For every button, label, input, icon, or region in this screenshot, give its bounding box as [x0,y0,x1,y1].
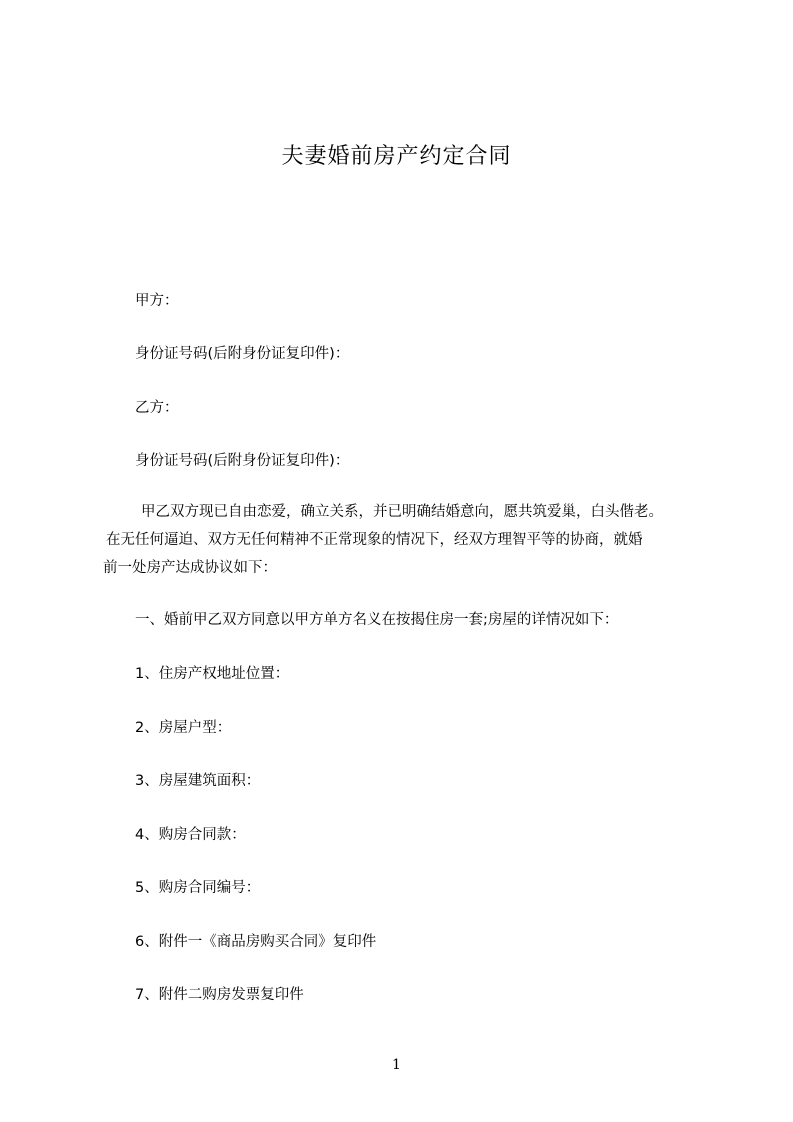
list-item: 6、附件一《商品房购买合同》复印件 [135,934,377,950]
list-item: 5、购房合同编号： [135,880,261,896]
intro-line: 在无任何逼迫、双方无任何精神不正常现象的情况下，经双方理智平等的协商，就婚 [106,532,643,548]
intro-line: 甲乙双方现已自由恋爱，确立关系，并已明确结婚意向，愿共筑爱巢，白头偕老。 [141,504,663,520]
page-number: 1 [392,1057,401,1073]
intro-paragraph [103,501,723,585]
party-a-label: 甲方： [135,293,179,309]
intro-line: 前一处房产达成协议如下： [103,560,277,576]
party-b-id-label: 身份证号码(后附身份证复印件)： [135,453,350,469]
document-title: 夫妻婚前房产约定合同 [281,144,512,169]
list-item: 3、房屋建筑面积： [135,773,261,789]
list-item: 1、住房产权地址位置： [135,666,290,682]
party-a-id-label: 身份证号码(后附身份证复印件)： [135,346,350,362]
list-item: 2、房屋户型： [135,720,232,736]
clause-1: 一、婚前甲乙双方同意以甲方单方名义在按揭住房一套;房屋的详情况如下： [135,612,619,628]
list-item: 7、附件二购房发票复印件 [135,987,304,1003]
list-item: 4、购房合同款： [135,827,246,843]
party-b-label: 乙方： [135,400,179,416]
